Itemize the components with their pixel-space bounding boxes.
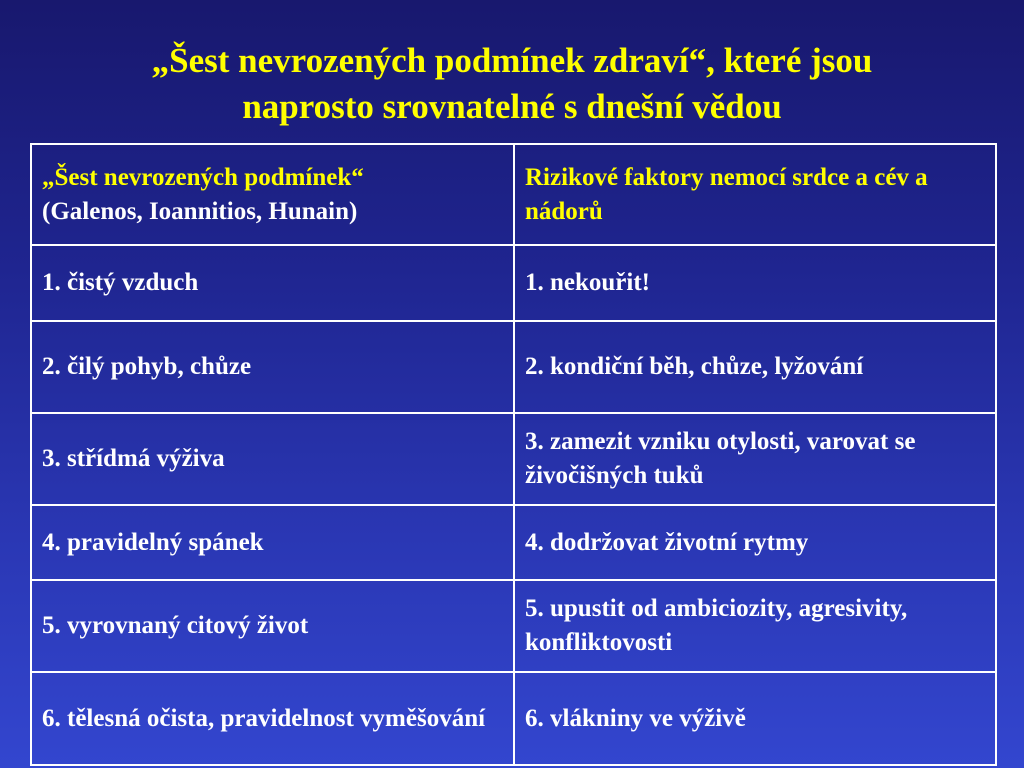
table-header-row [31,144,996,245]
risk-factor-cell: 1. nekouřit! [514,245,996,321]
table-row [31,321,996,413]
header-cell-risk-factors [514,144,996,245]
table-row [31,672,996,765]
header-six-conditions-title: „Šest nevrozených podmínek“ [42,163,364,191]
condition-cell: 4. pravidelný spánek [31,505,514,580]
table-row [31,505,996,580]
header-cell-six-conditions [31,144,514,245]
condition-cell: 3. střídmá výživa [31,413,514,505]
condition-cell: 2. čilý pohyb, chůze [31,321,514,413]
table-row [31,245,996,321]
slide-title-line-1: „Šest nevrozených podmínek zdraví“, které jsou [151,41,873,80]
slide-title-line-2: naprosto srovnatelné s dnešní vědou [242,87,782,126]
header-six-conditions-sources: (Galenos, Ioannitios, Hunain) [42,197,358,225]
risk-factor-cell: 6. vlákniny ve výživě [514,672,996,765]
risk-factor-cell: 2. kondiční běh, chůze, lyžování [514,321,996,413]
slide-title [0,38,1024,130]
comparison-table-container [30,143,995,764]
condition-cell: 6. tělesná očista, pravidelnost vyměšování [31,672,514,765]
risk-factor-cell: 4. dodržovat životní rytmy [514,505,996,580]
table-row [31,580,996,672]
condition-cell: 5. vyrovnaný citový život [31,580,514,672]
risk-factor-cell: 3. zamezit vzniku otylosti, varovat se živočišných tuků [514,413,996,505]
header-risk-factors-title: Rizikové faktory nemocí srdce a cév a nádorů [525,163,928,225]
table-row [31,413,996,505]
risk-factor-cell: 5. upustit od ambiciozity, agresivity, konfliktovosti [514,580,996,672]
comparison-table [30,143,997,766]
condition-cell: 1. čistý vzduch [31,245,514,321]
